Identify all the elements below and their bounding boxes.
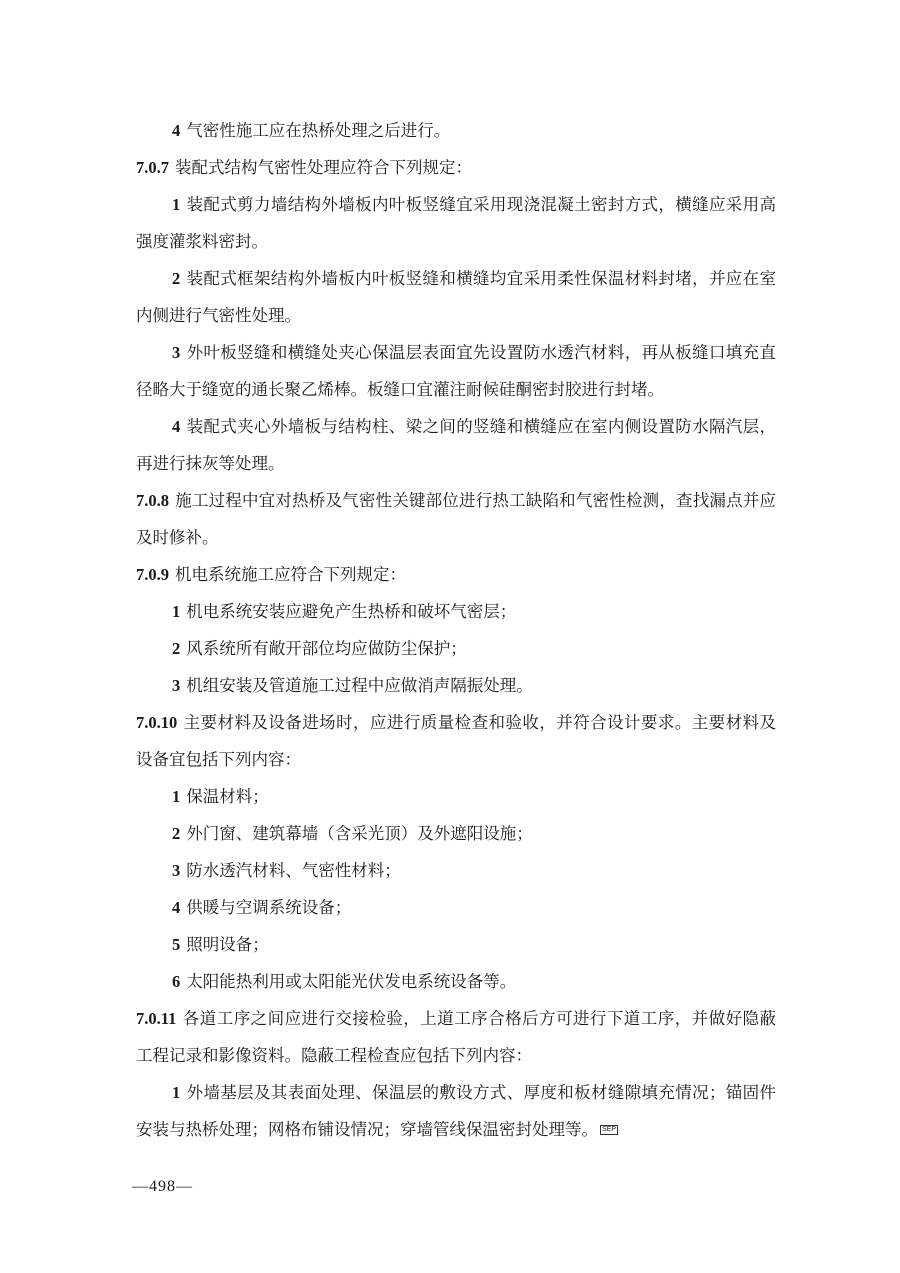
paragraph-item (136, 186, 776, 260)
paragraph-item (136, 778, 776, 815)
paragraph-item (136, 334, 776, 408)
paragraph-text: 主要材料及设备进场时，应进行质量检查和验收，并符合设计要求。主要材料及设备宜包括下列内容： (136, 713, 776, 769)
item-number: 5 (172, 935, 181, 954)
paragraph-item (136, 408, 776, 482)
page-number: —498— (132, 1178, 193, 1195)
paragraph-item (136, 112, 776, 149)
paragraph-text: 机组安装及管道施工过程中应做消声隔振处理。 (186, 676, 533, 695)
paragraph-text: 外叶板竖缝和横缝处夹心保温层表面宜先设置防水透汽材料，再从板缝口填充直径略大于缝宽的通长聚乙烯棒。板缝口宜灌注耐候硅酮密封胶进行封堵。 (136, 343, 776, 399)
item-number: 3 (172, 861, 181, 880)
clause-heading (136, 556, 776, 593)
clause-number: 7.0.8 (136, 491, 169, 510)
paragraph-text: 装配式框架结构外墙板内叶板竖缝和横缝均宜采用柔性保温材料封堵，并应在室内侧进行气密性处理。 (136, 269, 776, 325)
item-number: 6 (172, 972, 181, 991)
paragraph-text: 防水透汽材料、气密性材料； (186, 861, 401, 880)
item-number: 1 (172, 787, 181, 806)
paragraph-item (136, 260, 776, 334)
item-number: 2 (172, 824, 181, 843)
paragraph-text: 外墙基层及其表面处理、保温层的敷设方式、厚度和板材缝隙填充情况；锚固件安装与热桥处理；网格布铺设情况；穿墙管线保温密封处理等。 (136, 1083, 776, 1139)
paragraph-text: 机电系统施工应符合下列规定： (175, 565, 406, 584)
item-number: 1 (172, 602, 181, 621)
clause-number: 7.0.11 (136, 1009, 177, 1028)
clause-heading (136, 1000, 776, 1074)
item-number: 1 (172, 1083, 181, 1102)
paragraph-text: 照明设备； (186, 935, 269, 954)
item-number: 4 (172, 898, 181, 917)
sep-mark: SEP (602, 1126, 617, 1133)
paragraph-text: 外门窗、建筑幕墙（含采光顶）及外遮阳设施； (186, 824, 533, 843)
paragraph-text: 气密性施工应在热桥处理之后进行。 (186, 121, 451, 140)
paragraph-item (136, 963, 776, 1000)
paragraph-text: 装配式结构气密性处理应符合下列规定： (175, 158, 472, 177)
paragraph-text: 太阳能热利用或太阳能光伏发电系统设备等。 (186, 972, 517, 991)
clause-heading (136, 704, 776, 778)
paragraph-text: 保温材料； (186, 787, 269, 806)
item-number: 4 (172, 417, 181, 436)
paragraph-item (136, 667, 776, 704)
item-number: 1 (172, 195, 181, 214)
paragraph-text: 供暖与空调系统设备； (186, 898, 352, 917)
clause-heading (136, 149, 776, 186)
paragraph-item (136, 630, 776, 667)
clause-heading (136, 482, 776, 556)
paragraph-text: 各道工序之间应进行交接检验，上道工序合格后方可进行下道工序，并做好隐蔽工程记录和影像资料。隐蔽工程检查应包括下列内容： (136, 1009, 776, 1065)
clause-number: 7.0.7 (136, 158, 169, 177)
paragraph-text: 装配式剪力墙结构外墙板内叶板竖缝宜采用现浇混凝土密封方式，横缝应采用高强度灌浆料密封。 (136, 195, 776, 251)
item-number: 2 (172, 639, 181, 658)
clause-number: 7.0.10 (136, 713, 178, 732)
paragraph-text: 机电系统安装应避免产生热桥和破坏气密层； (186, 602, 517, 621)
paragraph-text: 装配式夹心外墙板与结构柱、梁之间的竖缝和横缝应在室内侧设置防水隔汽层，再进行抹灰等处理。 (136, 417, 776, 473)
paragraph-item (136, 593, 776, 630)
paragraph-text: 风系统所有敞开部位均应做防尘保护； (186, 639, 467, 658)
document-body (136, 112, 776, 1148)
item-number: 3 (172, 343, 181, 362)
item-number: 4 (172, 121, 181, 140)
paragraph-text: 施工过程中宜对热桥及气密性关键部位进行热工缺陷和气密性检测，查找漏点并应及时修补。 (136, 491, 776, 547)
paragraph-item (136, 815, 776, 852)
clause-number: 7.0.9 (136, 565, 169, 584)
paragraph-item (136, 926, 776, 963)
paragraph-item (136, 889, 776, 926)
item-number: 2 (172, 269, 181, 288)
paragraph-item (136, 1074, 776, 1148)
item-number: 3 (172, 676, 181, 695)
paragraph-item (136, 852, 776, 889)
